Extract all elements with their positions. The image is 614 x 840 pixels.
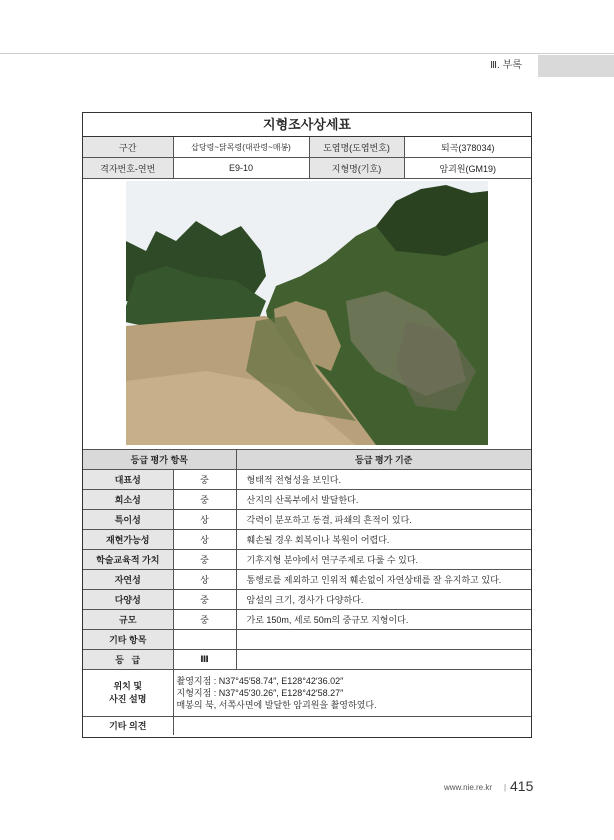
location-label-line1: 위치 및	[113, 681, 143, 691]
overall-grade-label: 등 급	[83, 650, 173, 670]
survey-detail-table	[82, 112, 532, 738]
grading-grade: 상	[173, 570, 236, 590]
footer-url: www.nie.re.kr	[444, 783, 493, 792]
grading-desc: 각력이 분포하고 동결, 파쇄의 흔적이 있다.	[236, 510, 531, 530]
section-tab	[538, 55, 614, 77]
grid-label: 격자번호-연번	[83, 158, 173, 179]
location-text	[173, 670, 531, 717]
landform-label: 지형명(기호)	[309, 158, 404, 179]
table-row	[83, 630, 531, 650]
table-row	[83, 610, 531, 630]
map-label: 도엽명(도엽번호)	[309, 137, 404, 158]
grading-label: 학술교육적 가치	[83, 550, 173, 570]
grading-grade	[173, 630, 236, 650]
grading-table	[83, 450, 531, 670]
photo-row	[83, 179, 531, 450]
table-row	[83, 530, 531, 550]
grading-grade: 중	[173, 550, 236, 570]
table-row	[83, 550, 531, 570]
info-table	[83, 137, 531, 179]
section-value: 삽당령~닭목령(대관령~매봉)	[173, 137, 309, 158]
location-line1: 촬영지점 : N37°45′58.74″, E128°42′36.02″	[176, 676, 344, 686]
table-row	[83, 470, 531, 490]
grading-label: 재현가능성	[83, 530, 173, 550]
grid-value: E9-10	[173, 158, 309, 179]
grading-grade: 중	[173, 490, 236, 510]
other-opinion-value	[173, 717, 531, 736]
table-row	[83, 590, 531, 610]
top-rule	[0, 53, 614, 54]
grading-desc: 형태적 전형성을 보인다.	[236, 470, 531, 490]
overall-grade-desc	[236, 650, 531, 670]
grading-grade: 중	[173, 610, 236, 630]
grading-item-header: 등급 평가 항목	[83, 450, 236, 470]
grading-grade: 상	[173, 530, 236, 550]
page-number: 415	[510, 778, 534, 794]
grading-desc: 가로 150m, 세로 50m의 중규모 지형이다.	[236, 610, 531, 630]
section-label: 구간	[83, 137, 173, 158]
location-row	[83, 670, 531, 717]
table-row	[83, 510, 531, 530]
grading-desc: 훼손될 경우 회복이나 복원이 어렵다.	[236, 530, 531, 550]
section-header: Ⅲ. 부록	[490, 60, 522, 71]
grading-grade: 중	[173, 470, 236, 490]
grading-desc: 통행로를 제외하고 인위적 훼손없이 자연상태를 잘 유지하고 있다.	[236, 570, 531, 590]
grading-label: 다양성	[83, 590, 173, 610]
grading-label: 기타 항목	[83, 630, 173, 650]
location-line2: 지형지점 : N37°45′30.26″, E128°42′58.27″	[176, 688, 344, 698]
location-line3: 매봉의 북, 서쪽사면에 발달한 암괴원을 촬영하였다.	[176, 700, 377, 710]
grading-header-row	[83, 450, 531, 470]
landform-photo	[126, 181, 488, 445]
grading-criteria-header: 등급 평가 기준	[236, 450, 531, 470]
grading-grade: 상	[173, 510, 236, 530]
grading-label: 자연성	[83, 570, 173, 590]
grading-desc	[236, 630, 531, 650]
info-row	[83, 158, 531, 179]
table-title: 지형조사상세표	[83, 113, 531, 137]
map-value: 퇴곡(378034)	[404, 137, 531, 158]
grading-label: 희소성	[83, 490, 173, 510]
grading-label: 특이성	[83, 510, 173, 530]
grading-grade: 중	[173, 590, 236, 610]
grading-label: 대표성	[83, 470, 173, 490]
info-row	[83, 137, 531, 158]
other-opinion-row	[83, 717, 531, 736]
grading-label: 규모	[83, 610, 173, 630]
location-label	[83, 670, 173, 717]
footer-separator: |	[504, 783, 507, 792]
other-opinion-label: 기타 의견	[83, 717, 173, 736]
grading-desc: 암설의 크기, 경사가 다양하다.	[236, 590, 531, 610]
overall-grade-row	[83, 650, 531, 670]
overall-grade-value: Ⅲ	[173, 650, 236, 670]
table-row	[83, 570, 531, 590]
landform-value: 암괴원(GM19)	[404, 158, 531, 179]
table-row	[83, 490, 531, 510]
grading-desc: 산지의 산록부에서 발달한다.	[236, 490, 531, 510]
location-table	[83, 670, 531, 735]
grading-desc: 기후지형 분야에서 연구주제로 다룰 수 있다.	[236, 550, 531, 570]
location-label-line2: 사진 설명	[109, 694, 147, 704]
